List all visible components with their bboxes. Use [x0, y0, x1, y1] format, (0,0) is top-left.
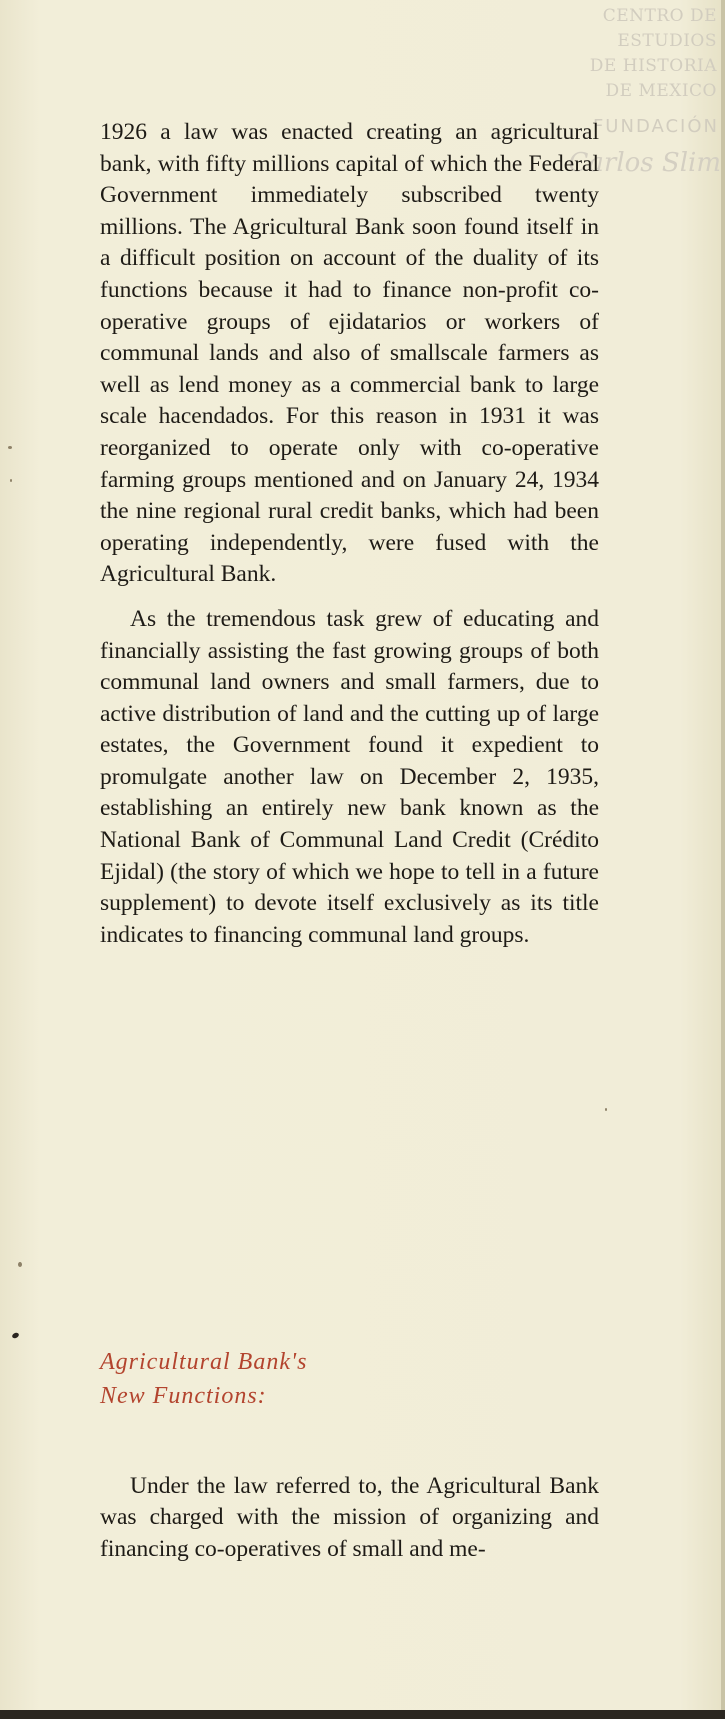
watermark-signature: Carlos Slim	[568, 148, 721, 178]
paragraph-3: Under the law referred to, the Agricultural Bank was charged with the mission of organizing and financing co-operatives of small and me-	[100, 1472, 599, 1562]
scan-speck	[18, 1262, 22, 1267]
scan-speck	[8, 446, 12, 449]
paragraph-2: As the tremendous task grew of educating and financially assisting the fast growing groups of both communal land owners and small farmers, due to active distribution of land and the cutting up of large estates, the Government found it expedient to promulgate another law on December 2, 1935, establishing an entirely new bank known as the National Bank of Communal Land Credit (Crédito Ejidal) (the story of which we hope to tell in a future supplement) to devote itself exclusively as its title indicates to financing communal land groups.	[100, 605, 599, 948]
scan-speck	[605, 1108, 607, 1111]
watermark-line: CENTRO DE	[602, 6, 717, 26]
watermark-line: DE MEXICO	[605, 81, 717, 101]
section-heading-line-2: New Functions:	[100, 1383, 267, 1409]
archive-watermark	[567, 4, 717, 104]
body-text	[100, 117, 599, 951]
scan-speck	[10, 479, 12, 482]
page-bottom-edge	[0, 1710, 725, 1719]
watermark-line: DE HISTORIA	[589, 56, 717, 76]
section-heading	[100, 1345, 520, 1413]
section-heading-line-1: Agricultural Bank's	[100, 1349, 308, 1375]
scan-speck	[11, 1332, 19, 1339]
paragraph-1: 1926 a law was enacted creating an agricultural bank, with fifty millions capital of which the Federal Government immediately subscribed twenty millions. The Agricultural Bank soon found itself in a difficult position on account of the duality of its functions because it had to finance non-profit co-operative groups of ejidatarios or workers of communal lands and also of smallscale farmers as well as lend money as a commercial bank to large scale hacendados. For this reason in 1931 it was reorganized to operate only with co-operative farming groups mentioned and on January 24, 1934 the nine regional rural credit banks, which had been operating independently, were fused with the Agricultural Bank.	[100, 119, 599, 588]
watermark-fundacion: FUNDACIÓN	[592, 116, 719, 137]
watermark-line: ESTUDIOS	[617, 31, 717, 51]
page-edge	[721, 0, 725, 1710]
